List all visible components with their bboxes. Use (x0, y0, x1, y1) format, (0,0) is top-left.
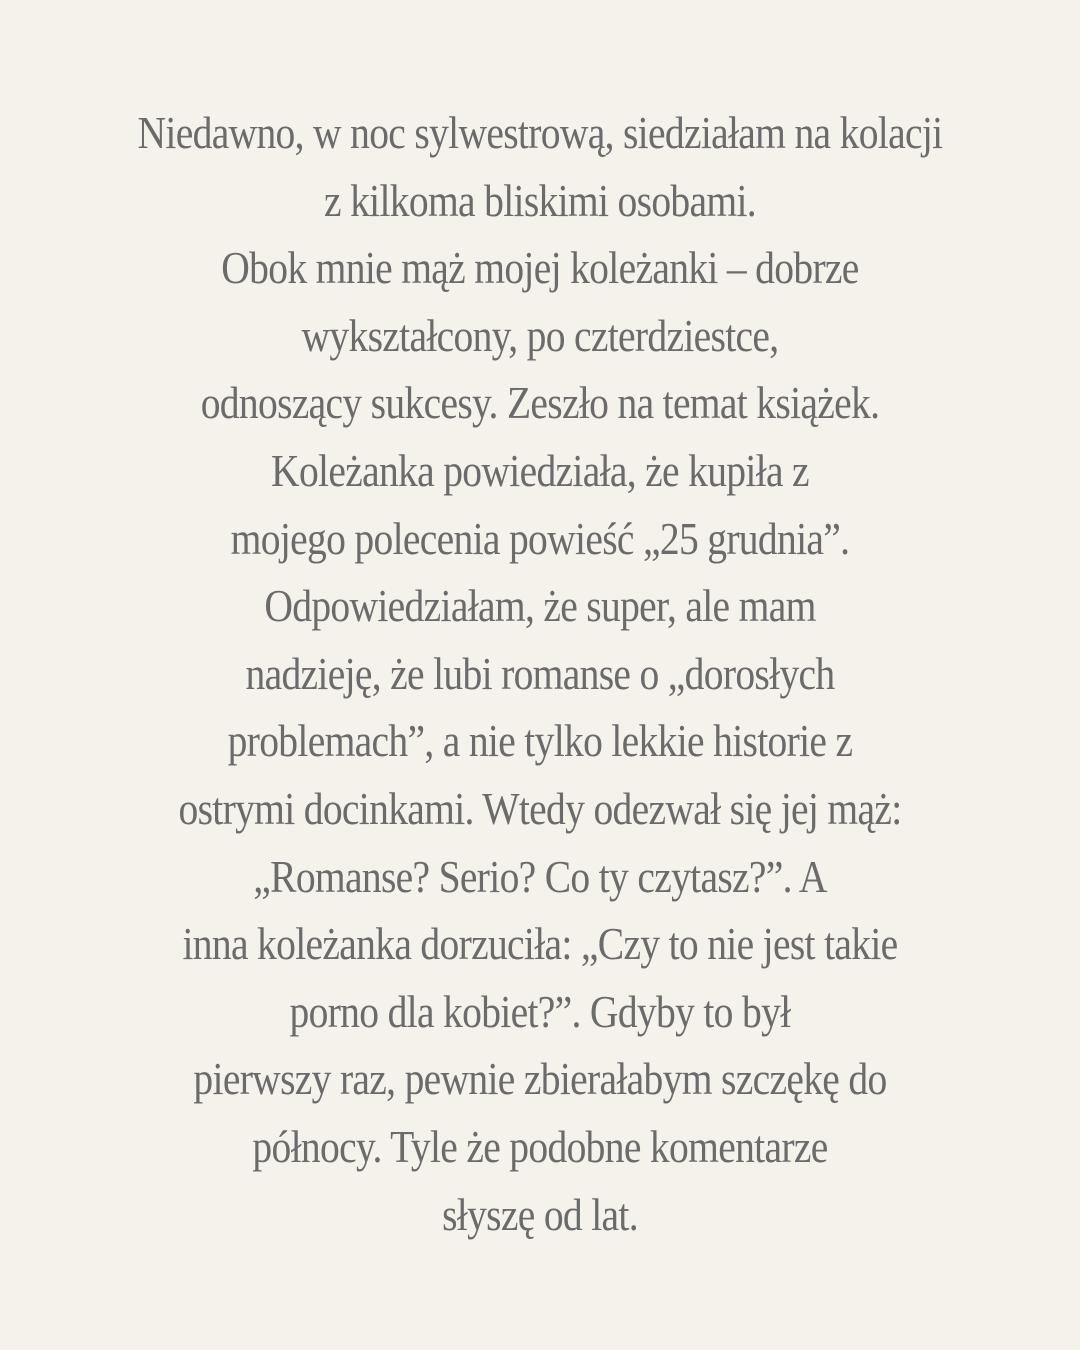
text-line-17: słyszę od lat. (442, 1188, 638, 1240)
text-line-14: porno dla kobiet?”. Gdyby to był (289, 985, 791, 1037)
text-line-10: problemach”, a nie tylko lekkie historie z (227, 715, 853, 767)
text-line-9: nadzieję, że lubi romanse o „dorosłych (245, 647, 835, 699)
text-line-6: Koleżanka powiedziała, że kupiła z (271, 444, 809, 496)
text-line-13: inna koleżanka dorzuciła: „Czy to nie jest takie (182, 918, 898, 970)
text-line-1: Niedawno, w noc sylwestrową, siedziałam na kolacji (137, 107, 943, 158)
text-line-16: północy. Tyle że podobne komentarze (252, 1120, 828, 1172)
text-line-12: „Romanse? Serio? Co ty czytasz?”. A (253, 850, 827, 902)
post-text (76, 99, 1005, 1248)
text-line-4: wykształcony, po czterdziestce, (301, 309, 779, 361)
text-line-7: mojego polecenia powieść „25 grudnia”. (230, 512, 850, 564)
text-line-3: Obok mnie mąż mojej koleżanki – dobrze (221, 242, 859, 294)
text-line-5: odnoszący sukcesy. Zeszło na temat książek. (200, 377, 880, 429)
text-line-11: ostrymi docinkami. Wtedy odezwał się jej mąż: (178, 782, 902, 834)
text-line-15: pierwszy raz, pewnie zbierałabym szczękę do (193, 1053, 887, 1105)
text-line-2: z kilkoma bliskimi osobami. (324, 174, 756, 226)
text-line-8: Odpowiedziałam, że super, ale mam (264, 580, 816, 632)
